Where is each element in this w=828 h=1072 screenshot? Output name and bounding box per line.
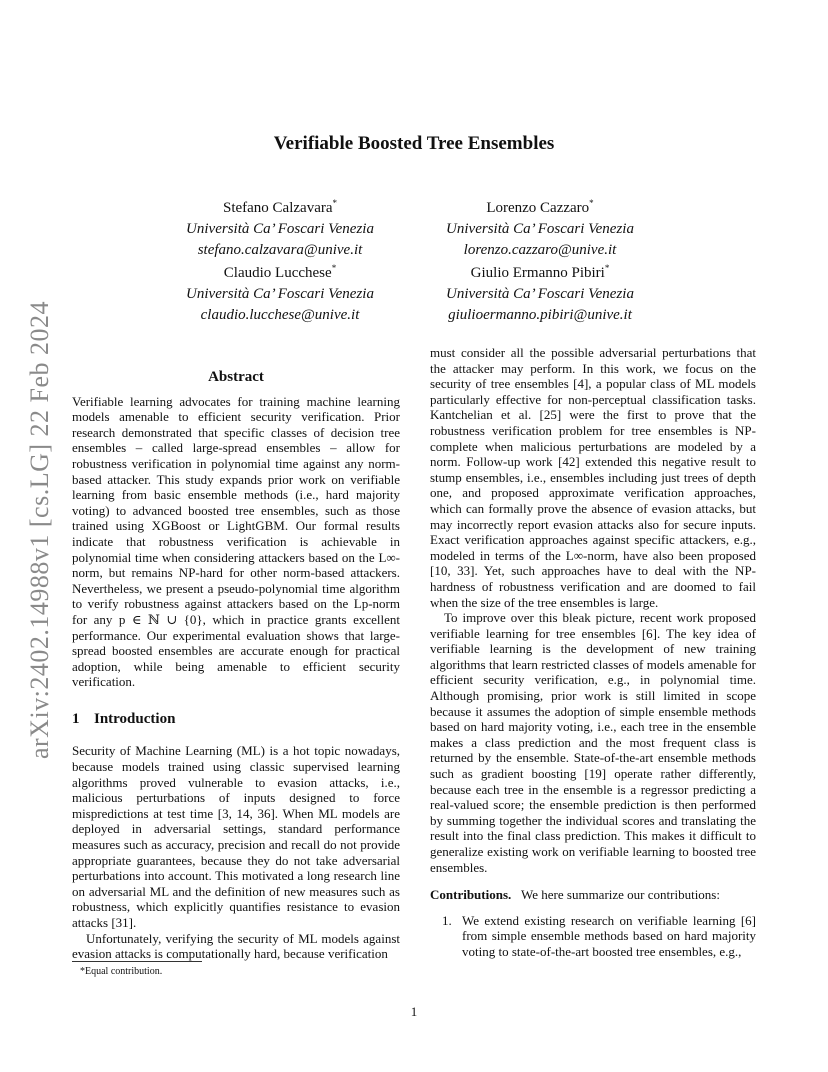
contributions-paragraph	[430, 887, 756, 903]
author-affiliation: Università Ca’ Foscari Venezia	[446, 221, 634, 237]
footnote: *Equal contribution.	[80, 966, 163, 977]
author-affiliation: Università Ca’ Foscari Venezia	[186, 221, 374, 237]
author-email: stefano.calzavara@unive.it	[197, 242, 363, 258]
arxiv-id: arXiv:2402.14988v1 [cs.LG] 22 Feb 2024	[25, 300, 54, 760]
author-name: Claudio Lucchese*	[223, 263, 337, 281]
list-number: 1.	[442, 912, 452, 928]
page-number: 1	[410, 1004, 418, 1019]
list-item	[430, 913, 756, 960]
left-column	[72, 370, 400, 962]
author-email: lorenzo.cazzaro@unive.it	[463, 242, 617, 258]
abstract-text: Verifiable learning advocates for training machine learning models amenable to efficient security verification. Prior research demonstrated that specific classes of decision tree ensembles – called large-spread ensembles – allow for robustness verification in polynomial time against any norm-based attacker. This study expands prior work on verifiable learning from basic ensemble methods (i.e., hard majority voting) to advanced boosted tree ensembles, such as those trained using XGBoost or LightGBM. Our formal results indicate that robustness verification is achievable in polynomial time when considering attackers based on the L∞-norm, but remains NP-hard for other norm-based attackers. Nevertheless, we present a pseudo-polynomial time algorithm to verify robustness against attackers based on the Lp-norm for any p ∈ ℕ ∪ {0}, which in practice grants excellent performance. Our experimental evaluation shows that large-spread boosted ensembles are accurate enough for practical adoption, while being amenable to efficient security verification.	[72, 393, 400, 690]
contributions-text: We here summarize our contributions:	[521, 887, 720, 903]
intro-paragraph-2-continued: must consider all the possible adversarial perturbations that the attacker may perform. In this work, we focus on the security of tree ensembles [4], a popular class of ML models particularly effective for non-perceptual classification tasks. Kantchelian et al. [25] were the first to prove that the robustness verification problem for tree ensembles is NP-complete when malicious perturbations are modeled by a norm. Follow-up work [42] extended this negative result to stump ensembles, i.e., ensembles including just trees of depth one, and proposed approximate verification approaches, which can formally prove the absence of evasion attacks, but may incorrectly report evasion attacks also for secure inputs. Exact verification approaches against specific attackers, e.g., modeled in terms of the L∞-norm, have also been proposed [10, 33]. Yet, such approaches have to deal with the NP-hardness of robustness verification and are doomed to fail when the size of the tree ensembles is large.	[430, 345, 756, 610]
intro-paragraph-2: Unfortunately, verifying the security of ML models against evasion attacks is computationally hard, because verification	[72, 930, 400, 962]
author-block	[150, 193, 410, 261]
author-name: Stefano Calzavara*	[222, 198, 338, 216]
author-affiliation: Università Ca’ Foscari Venezia	[446, 286, 634, 302]
footnote-rule	[72, 961, 202, 962]
author-affiliation: Università Ca’ Foscari Venezia	[186, 286, 374, 302]
author-email: claudio.lucchese@unive.it	[200, 307, 360, 323]
author-name: Giulio Ermanno Pibiri*	[470, 263, 610, 281]
author-email: giulioermanno.pibiri@unive.it	[448, 307, 632, 323]
author-block	[150, 258, 410, 326]
intro-paragraph-3: To improve over this bleak picture, recent work proposed verifiable learning for tree ensembles [6]. The key idea of verifiable learning is the development of new training algorithms that learn restricted classes of models amenable for efficient security verification, e.g., in polynomial time. Although promising, prior work is still limited in scope because it assumes the adoption of simple ensemble methods based on hard majority voting, i.e., each tree in the ensemble makes a class prediction and the most frequent class is returned by the ensemble. State-of-the-art ensemble methods such as gradient boosting [19] operate rather differently, because each tree in the ensemble is a regressor predicting a real-valued score; the ensemble prediction is then performed by summing together the individual scores and translating the result into the final class prediction. This makes it difficult to generalize existing work on verifiable learning to boosted tree ensembles.	[430, 610, 756, 875]
author-block	[410, 193, 670, 261]
author-block	[410, 258, 670, 326]
right-column	[430, 345, 756, 960]
intro-paragraph-1: Security of Machine Learning (ML) is a hot topic nowadays, because models trained using classic supervised learning algorithms proved vulnerable to evasion attacks, i.e., malicious perturbations of inputs designed to force mispredictions at test time [3, 14, 36]. When ML models are deployed in adversarial settings, standard performance measures such as accuracy, precision and recall do not provide appropriate guarantees, because they do not take adversarial perturbations into account. This motivated a long research line on adversarial ML and the definition of new measures such as robustness, which explicitly quantifies resistance to evasion attacks [31].	[72, 743, 400, 930]
section-heading: 1 Introduction	[72, 710, 176, 727]
contributions-label: Contributions.	[430, 887, 512, 903]
arxiv-sidebar-stamp	[20, 290, 60, 770]
paper-title: Verifiable Boosted Tree Ensembles	[273, 133, 555, 154]
abstract-heading: Abstract	[208, 369, 264, 385]
list-text: We extend existing research on verifiable learning [6] from simple ensemble methods based on hard majority voting to state-of-the-art boosted tree ensembles, e.g.,	[462, 912, 756, 959]
author-name: Lorenzo Cazzaro*	[486, 198, 594, 216]
